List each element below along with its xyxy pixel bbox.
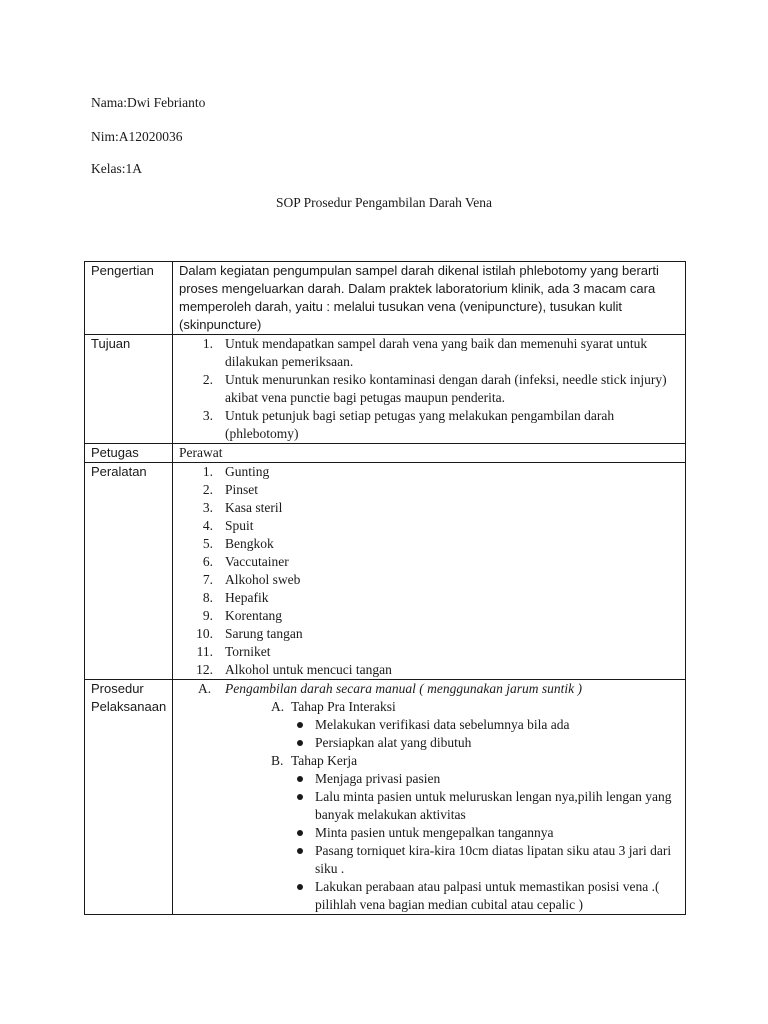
stage-title: Tahap Kerja [291, 753, 358, 768]
row-prosedur [85, 680, 686, 915]
stage-title: Tahap Pra Interaksi [291, 699, 396, 714]
stage-list [249, 698, 680, 914]
item-number: 12. [196, 662, 213, 677]
row-label: Peralatan [85, 463, 173, 680]
bullet-icon [297, 794, 303, 800]
prosedur-cell [173, 680, 686, 915]
item-number: 1. [202, 464, 213, 479]
item-number: 10. [196, 626, 213, 641]
row-label: Pengertian [85, 262, 173, 335]
bullet-icon [297, 722, 303, 728]
section-letter: A. [198, 681, 212, 696]
item-text: Torniket [225, 644, 271, 659]
item-number: 9. [202, 608, 213, 623]
row-petugas [85, 444, 686, 463]
item-text: Gunting [225, 464, 270, 479]
bullet-item [290, 770, 680, 788]
list-item [179, 643, 680, 661]
tujuan-list [179, 335, 680, 443]
list-item [179, 553, 680, 571]
list-item [179, 571, 680, 589]
petugas-text: Perawat [173, 444, 686, 463]
item-text: Untuk mendapatkan sampel darah vena yang baik dan memenuhi syarat untuk dilakukan pemeriksaan. [225, 336, 648, 369]
procedure-section [179, 680, 680, 914]
item-number: 2. [202, 482, 213, 497]
list-item [179, 499, 680, 517]
list-item [179, 407, 680, 443]
item-number: 2. [202, 372, 213, 387]
bullet-text: Lakukan perabaan atau palpasi untuk memastikan posisi vena .( pilihlah vena bagian median cubital atau cepalic ) [315, 879, 660, 912]
item-text: Vaccutainer [225, 554, 289, 569]
item-number: 6. [202, 554, 213, 569]
bullet-list [291, 770, 680, 914]
bullet-text: Persiapkan alat yang dibutuh [315, 735, 472, 750]
list-item [179, 463, 680, 481]
list-item [179, 517, 680, 535]
item-number: 1. [202, 336, 213, 351]
bullet-text: Minta pasien untuk mengepalkan tangannya [315, 825, 554, 840]
item-number: 7. [202, 572, 213, 587]
list-item [179, 661, 680, 679]
bullet-item [290, 788, 680, 824]
bullet-icon [297, 848, 303, 854]
list-item [179, 371, 680, 407]
document-title: SOP Prosedur Pengambilan Darah Vena [276, 195, 492, 210]
list-item [179, 481, 680, 499]
stage-letter: A. [271, 699, 285, 714]
student-name: Nama:Dwi Febrianto [91, 95, 206, 110]
stage-pra-interaksi [249, 698, 680, 752]
item-number: 3. [202, 408, 213, 423]
item-text: Alkohol untuk mencuci tangan [225, 662, 392, 677]
bullet-icon [297, 830, 303, 836]
item-text: Sarung tangan [225, 626, 303, 641]
item-text: Untuk menurunkan resiko kontaminasi dengan darah (infeksi, needle stick injury) akibat vena punctie bagi petugas maupun penderita. [225, 372, 667, 405]
bullet-text: Melakukan verifikasi data sebelumnya bila ada [315, 717, 570, 732]
list-item [179, 625, 680, 643]
item-text: Hepafik [225, 590, 269, 605]
item-text: Kasa steril [225, 500, 283, 515]
bullet-item [290, 716, 680, 734]
bullet-item [290, 824, 680, 842]
stage-kerja [249, 752, 680, 914]
bullet-item [290, 842, 680, 878]
row-label: Petugas [85, 444, 173, 463]
bullet-list [291, 716, 680, 752]
item-text: Pinset [225, 482, 259, 497]
list-item [179, 607, 680, 625]
row-tujuan [85, 335, 686, 444]
item-text: Alkohol sweb [225, 572, 301, 587]
item-number: 5. [202, 536, 213, 551]
bullet-icon [297, 884, 303, 890]
peralatan-list [179, 463, 680, 679]
list-item [179, 589, 680, 607]
item-text: Korentang [225, 608, 282, 623]
item-number: 11. [196, 644, 213, 659]
sop-table [84, 261, 686, 915]
bullet-icon [297, 776, 303, 782]
peralatan-cell [173, 463, 686, 680]
stage-letter: B. [271, 753, 284, 768]
bullet-item [290, 734, 680, 752]
bullet-text: Menjaga privasi pasien [315, 771, 441, 786]
bullet-icon [297, 740, 303, 746]
bullet-text: Pasang torniquet kira-kira 10cm diatas lipatan siku atau 3 jari dari siku . [315, 843, 672, 876]
item-text: Untuk petunjuk bagi setiap petugas yang melakukan pengambilan darah (phlebotomy) [225, 408, 615, 441]
row-label: Tujuan [85, 335, 173, 444]
student-class: Kelas:1A [91, 161, 142, 176]
student-nim: Nim:A12020036 [91, 129, 183, 144]
item-text: Bengkok [225, 536, 274, 551]
item-text: Spuit [225, 518, 254, 533]
row-pengertian [85, 262, 686, 335]
row-peralatan [85, 463, 686, 680]
item-number: 4. [202, 518, 213, 533]
bullet-item [290, 878, 680, 914]
tujuan-cell [173, 335, 686, 444]
prosedur-list [179, 680, 680, 914]
row-label: Prosedur Pelaksanaan [85, 680, 173, 915]
section-title: Pengambilan darah secara manual ( menggunakan jarum suntik ) [225, 681, 582, 696]
item-number: 8. [202, 590, 213, 605]
list-item [179, 535, 680, 553]
item-number: 3. [202, 500, 213, 515]
pengertian-text: Dalam kegiatan pengumpulan sampel darah dikenal istilah phlebotomy yang berarti proses mengeluarkan darah. Dalam praktek laboratorium klinik, ada 3 macam cara memperoleh darah, yaitu : melalui tusukan vena (venipuncture), tusukan kulit (skinpuncture) [173, 262, 686, 335]
list-item [179, 335, 680, 371]
bullet-text: Lalu minta pasien untuk meluruskan lengan nya,pilih lengan yang banyak melakukan aktivitas [315, 789, 672, 822]
